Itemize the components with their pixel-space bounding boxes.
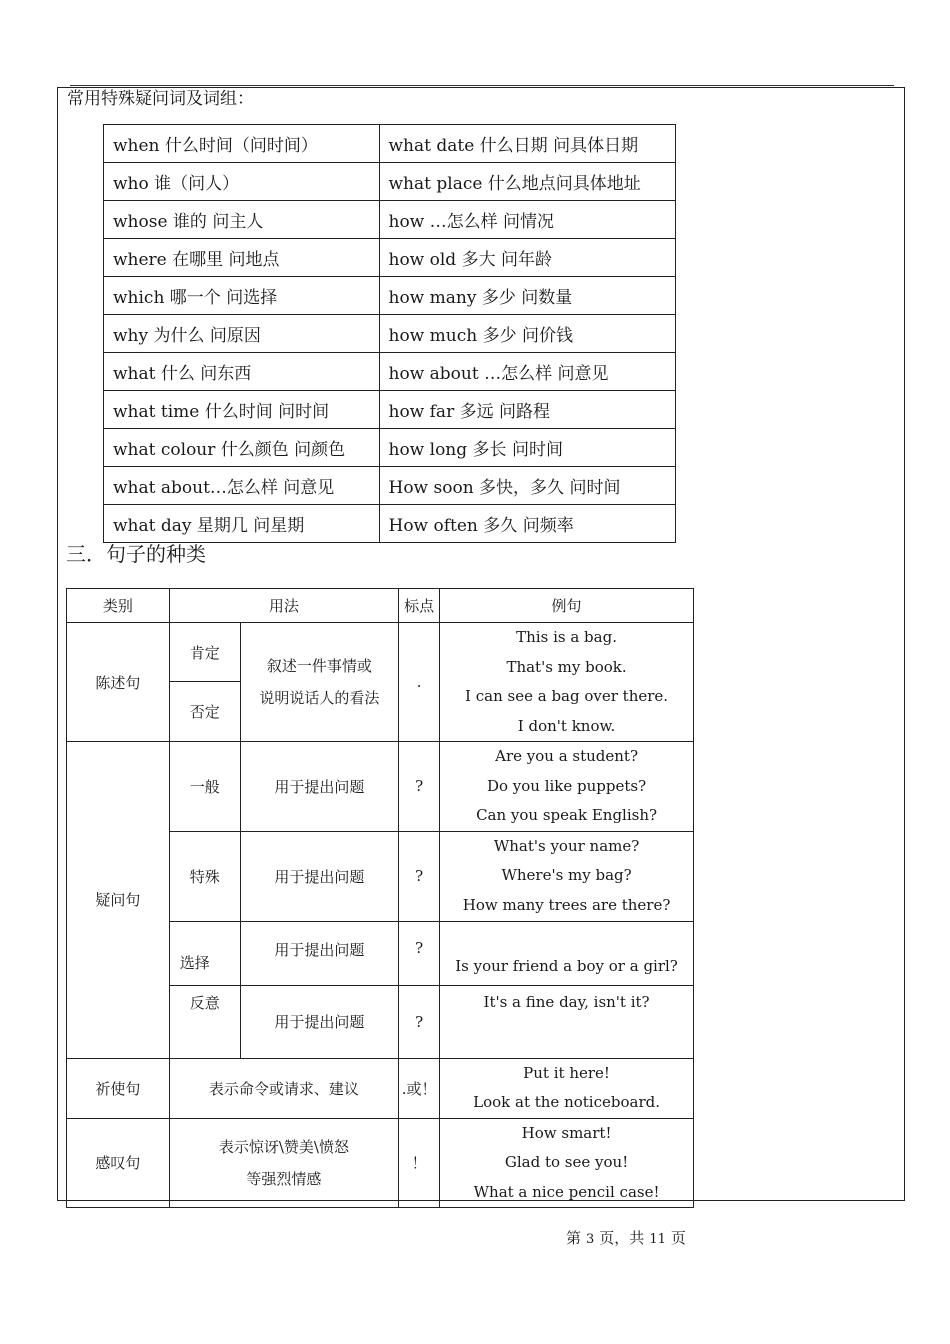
header-example: 例句: [440, 589, 694, 623]
header-type: 类别: [67, 589, 170, 623]
interrogative-general-label: 一般: [169, 742, 240, 832]
table-row: [104, 505, 676, 543]
exclamatory-examples: [440, 1118, 694, 1208]
example-sentence: That's my book.: [506, 657, 627, 676]
question-phrase-cell: How soon 多快，多久 问时间: [379, 467, 676, 505]
declarative-negative: 否定: [169, 682, 240, 742]
interrogative-general-examples: [440, 742, 694, 832]
question-word-cell: where 在哪里 问地点: [104, 239, 380, 277]
imperative-examples: [440, 1058, 694, 1118]
example-sentence: What's your name?: [493, 836, 640, 855]
footer-total-pages: 11: [649, 1232, 666, 1247]
header-usage: 用法: [169, 589, 398, 623]
interrogative-choice-examples: [440, 921, 694, 985]
exclamatory-usage-line1: 表示惊讶\赞美\愤怒: [218, 1137, 349, 1156]
exclamatory-row: [67, 1118, 694, 1208]
question-phrase-cell: how old 多大 问年龄: [379, 239, 676, 277]
question-word-cell: when 什么时间（问时间）: [104, 125, 380, 163]
interrogative-type: 疑问句: [67, 742, 170, 1059]
header-row: [67, 589, 694, 623]
declarative-examples: [440, 623, 694, 742]
question-phrase-cell: how long 多长 问时间: [379, 429, 676, 467]
question-word-cell: what about…怎么样 问意见: [104, 467, 380, 505]
question-word-cell: who 谁（问人）: [104, 163, 380, 201]
table-row: [104, 467, 676, 505]
question-phrase-cell: How often 多久 问频率: [379, 505, 676, 543]
footer-prefix: 第: [566, 1229, 582, 1247]
footer-page-number: 3: [586, 1232, 595, 1247]
interrogative-choice-punct: ?: [399, 921, 440, 985]
question-phrase-cell: what place 什么地点问具体地址: [379, 163, 676, 201]
table-row: [104, 163, 676, 201]
declarative-affirmative: 肯定: [169, 623, 240, 682]
interrogative-general-usage: 用于提出问题: [240, 742, 399, 832]
interrogative-tag-usage: 用于提出问题: [240, 985, 399, 1058]
table-row: [104, 239, 676, 277]
section-heading-sentence-types: 三．句子的种类: [66, 542, 206, 566]
question-phrase-cell: how much 多少 问价钱: [379, 315, 676, 353]
imperative-usage: 表示命令或请求、建议: [169, 1058, 398, 1118]
declarative-punct: .: [399, 623, 440, 742]
imperative-punct: .或！: [399, 1058, 440, 1118]
interrogative-special-usage: 用于提出问题: [240, 831, 399, 921]
page-footer: [566, 1227, 686, 1248]
table-row: [104, 201, 676, 239]
declarative-type: 陈述句: [67, 623, 170, 742]
example-sentence: Where's my bag?: [501, 866, 632, 885]
header-punct: 标点: [399, 589, 440, 623]
example-sentence: Glad to see you!: [504, 1153, 629, 1171]
example-sentence: Do you like puppets?: [486, 776, 647, 795]
example-sentence: Can you speak English?: [476, 806, 658, 824]
table-row: [104, 277, 676, 315]
declarative-row-1: [67, 623, 694, 682]
interrogative-tag-examples: [440, 985, 694, 1058]
question-phrase-cell: how about …怎么样 问意见: [379, 353, 676, 391]
interrogative-choice-usage: 用于提出问题: [240, 921, 399, 985]
example-sentence: Are you a student?: [495, 747, 638, 765]
example-sentence: How smart!: [521, 1123, 612, 1142]
table-row: [104, 315, 676, 353]
table-row: [104, 353, 676, 391]
question-word-cell: why 为什么 问原因: [104, 315, 380, 353]
declarative-usage-line1: 叙述一件事情或: [266, 657, 372, 675]
interrogative-tag-label: 反意: [169, 985, 240, 1058]
question-word-cell: what time 什么时间 问时间: [104, 391, 380, 429]
question-phrase-cell: how far 多远 问路程: [379, 391, 676, 429]
interrogative-general-row: [67, 742, 694, 832]
example-sentence: This is a bag.: [516, 628, 617, 646]
table-row: [104, 391, 676, 429]
interrogative-special-label: 特殊: [169, 831, 240, 921]
example-sentence: Look at the noticeboard.: [473, 1093, 660, 1111]
example-sentence: I can see a bag over there.: [465, 687, 669, 705]
exclamatory-usage-line2: 等强烈情感: [246, 1169, 322, 1188]
declarative-usage: [240, 623, 399, 742]
top-rule: [70, 85, 894, 86]
footer-mid: 页，共: [599, 1229, 645, 1247]
exclamatory-usage: [169, 1118, 398, 1208]
example-sentence: Put it here!: [523, 1063, 610, 1082]
question-words-table: [103, 124, 676, 543]
interrogative-special-punct: ?: [399, 831, 440, 921]
example-sentence: Is your friend a boy or a girl?: [455, 956, 678, 975]
example-sentence: I don't know.: [517, 716, 616, 735]
question-phrase-cell: how …怎么样 问情况: [379, 201, 676, 239]
table-row: [104, 429, 676, 467]
section-heading-question-words: 常用特殊疑问词及词组：: [67, 89, 254, 109]
interrogative-choice-label: 选择: [169, 921, 240, 985]
question-word-cell: what day 星期几 问星期: [104, 505, 380, 543]
exclamatory-type: 感叹句: [67, 1118, 170, 1208]
imperative-row: [67, 1058, 694, 1118]
exclamatory-punct: ！: [399, 1118, 440, 1208]
example-sentence: How many trees are there?: [462, 895, 671, 914]
example-sentence: It's a fine day, isn't it?: [483, 992, 650, 1011]
interrogative-general-punct: ?: [399, 742, 440, 832]
table-row: [104, 125, 676, 163]
question-word-cell: which 哪一个 问选择: [104, 277, 380, 315]
question-word-cell: what 什么 问东西: [104, 353, 380, 391]
question-word-cell: whose 谁的 问主人: [104, 201, 380, 239]
question-word-cell: what colour 什么颜色 问颜色: [104, 429, 380, 467]
question-phrase-cell: how many 多少 问数量: [379, 277, 676, 315]
footer-suffix: 页: [670, 1229, 686, 1247]
example-sentence: What a nice pencil case!: [473, 1182, 660, 1201]
declarative-usage-line2: 说明说话人的看法: [259, 689, 380, 707]
interrogative-special-examples: [440, 831, 694, 921]
interrogative-tag-punct: ?: [399, 985, 440, 1058]
imperative-type: 祈使句: [67, 1058, 170, 1118]
question-phrase-cell: what date 什么日期 问具体日期: [379, 125, 676, 163]
sentence-types-table: [66, 588, 694, 1208]
